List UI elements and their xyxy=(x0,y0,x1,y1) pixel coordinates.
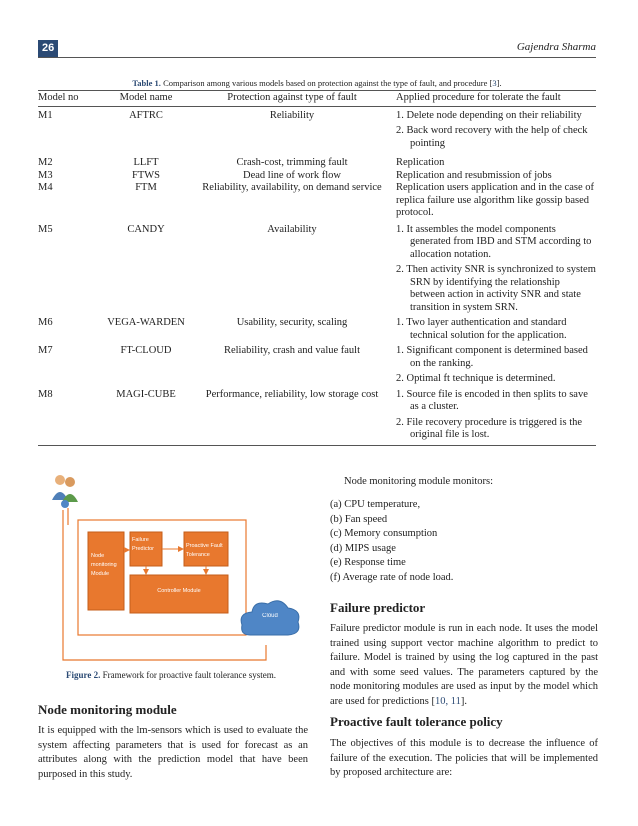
procedure-item: 1. It assembles the model components generated from IBD and STM according to allocation notation. xyxy=(396,223,592,260)
framework-figure xyxy=(38,470,304,670)
cell-protection: Dead line of work flow xyxy=(243,169,341,181)
table-caption-end: ]. xyxy=(496,78,502,88)
failure-predictor-text-end: ]. xyxy=(460,695,467,707)
cell-no: M4 xyxy=(38,182,53,193)
cell-no: M2 xyxy=(38,157,53,168)
figure-caption-text: Framework for proactive fault tolerance system. xyxy=(102,670,277,680)
cell-protection: Reliability xyxy=(269,109,315,121)
page-number: 26 xyxy=(38,40,58,57)
list-item: (e) Response time xyxy=(330,557,406,569)
cell-name: CANDY xyxy=(127,223,165,235)
cell-procedure xyxy=(392,389,596,446)
figure-caption xyxy=(38,670,304,680)
table-caption-text: Comparison among various models based on protection against the type of fault, and procedure [ xyxy=(163,78,493,88)
node-monitoring-label: Node monitoring Module xyxy=(91,553,117,577)
procedure-item: 2. Then activity SNR is synchronized to system SRN by identifying the relationship between action in activity SNR and state transition in system SRN. xyxy=(396,264,596,313)
monitors-intro: Node monitoring module monitors: xyxy=(344,476,494,487)
cell-name: MAGI-CUBE xyxy=(100,389,192,446)
cloud-label: Cloud xyxy=(262,613,278,619)
procedure-item: 2. Back word recovery with the help of check pointing xyxy=(396,125,588,149)
failure-predictor-text: Failure predictor module is run in each node. It uses the model trained using support vector machine algorithm to predict to failure. Model is trained by using the log captured in the past and with some seed values. The parameters captured by the node monitoring modules are used as input by the model which are used for predictions [ xyxy=(330,623,598,707)
col-header-procedure: Applied procedure for tolerate the fault xyxy=(392,91,596,107)
cell-no: M3 xyxy=(38,169,53,181)
col-header-protection: Protection against type of fault xyxy=(192,91,392,107)
cell-procedure: Replication xyxy=(396,157,445,168)
running-author: Gajendra Sharma xyxy=(516,41,596,53)
failure-predictor-heading: Failure predictor xyxy=(330,600,426,615)
table-header-row xyxy=(38,91,596,107)
table-row xyxy=(38,224,596,318)
figure-caption-label: Figure 2. xyxy=(65,670,101,680)
proactive-label: Proactive Fault Tolerance xyxy=(186,543,223,558)
monitors-list xyxy=(330,498,453,586)
cell-protection: Usability, security, scaling xyxy=(236,317,348,328)
table-row xyxy=(38,170,596,183)
proactive-policy-heading: Proactive fault tolerance policy xyxy=(330,714,503,729)
comparison-table xyxy=(38,90,596,446)
list-item: (a) CPU temperature, xyxy=(330,499,421,510)
cell-procedure xyxy=(392,106,596,157)
controller-label: Controller Module xyxy=(157,588,201,594)
cell-procedure xyxy=(392,345,596,389)
table-row xyxy=(38,317,596,345)
cell-procedure: Replication users application and in the case of replica failure use algorithm like gossip based protocol. xyxy=(396,182,594,218)
cell-protection: Availability xyxy=(267,223,317,235)
procedure-item: 1. Two layer authentication and standard technical solution for the application. xyxy=(396,317,567,341)
cell-protection: Performance, reliability, low storage cost xyxy=(192,389,392,446)
table-caption xyxy=(38,78,596,88)
cell-name: VEGA-WARDEN xyxy=(107,317,185,328)
proactive-policy-paragraph: The objectives of this module is to decrease the influence of failure of the execution. The policies that will be implemented by proposed architecture are: xyxy=(330,738,598,778)
procedure-item: 2. Optimal ft technique is determined. xyxy=(396,373,556,384)
table-caption-label: Table 1. xyxy=(132,78,161,88)
cell-procedure xyxy=(392,224,596,318)
cell-name: FT-CLOUD xyxy=(120,345,172,356)
cell-protection: Crash-cost, trimming fault xyxy=(236,157,348,168)
failure-predictor-label: Failure Predictor xyxy=(132,537,155,552)
table-row xyxy=(38,345,596,389)
cell-name: LLFT xyxy=(133,157,159,168)
procedure-item: 1. Delete node depending on their reliability xyxy=(396,109,582,121)
list-item: (b) Fan speed xyxy=(330,513,388,525)
list-item: (d) MIPS usage xyxy=(330,542,396,554)
procedure-item: 1. Significant component is determined based on the ranking. xyxy=(396,345,588,369)
cell-procedure xyxy=(392,317,596,345)
col-header-model-no: Model no xyxy=(38,91,100,107)
table-row xyxy=(38,106,596,157)
table-row xyxy=(38,157,596,170)
node-monitoring-heading: Node monitoring module xyxy=(38,702,177,717)
cell-procedure: Replication and resubmission of jobs xyxy=(396,169,552,181)
cell-name: AFTRC xyxy=(129,109,163,121)
page-header xyxy=(38,40,596,58)
users-icon xyxy=(52,475,78,508)
citation-link[interactable]: 10, 11 xyxy=(434,695,461,707)
cell-protection: Reliability, crash and value fault xyxy=(223,345,361,356)
cell-name: FTM xyxy=(135,182,157,193)
cell-no: M8 xyxy=(38,389,100,446)
cell-no: M1 xyxy=(38,109,53,121)
cell-protection: Reliability, availability, on demand service xyxy=(202,182,382,193)
cell-no: M7 xyxy=(38,345,53,356)
node-monitoring-paragraph: It is equipped with the lm-sensors which is used to evaluate the system affecting parameters that is used for forecast as an attributes along with the prediction model that have been purposed in this study. xyxy=(38,725,308,780)
list-item: (c) Memory consumption xyxy=(330,528,438,540)
cell-no: M5 xyxy=(38,223,53,235)
procedure-item: 2. File recovery procedure is triggered is the original file is lost. xyxy=(396,416,583,440)
table-row xyxy=(38,182,596,224)
cell-no: M6 xyxy=(38,317,53,328)
table-row xyxy=(38,389,596,446)
procedure-item: 1. Source file is encoded in then splits to save as a cluster. xyxy=(396,388,588,412)
failure-predictor-paragraph xyxy=(330,622,598,709)
framework-diagram xyxy=(38,470,304,670)
cell-name: FTWS xyxy=(131,169,160,181)
table-caption-ref[interactable]: 3 xyxy=(492,78,497,88)
list-item: (f) Average rate of node load. xyxy=(330,571,454,583)
col-header-model-name: Model name xyxy=(100,91,192,107)
